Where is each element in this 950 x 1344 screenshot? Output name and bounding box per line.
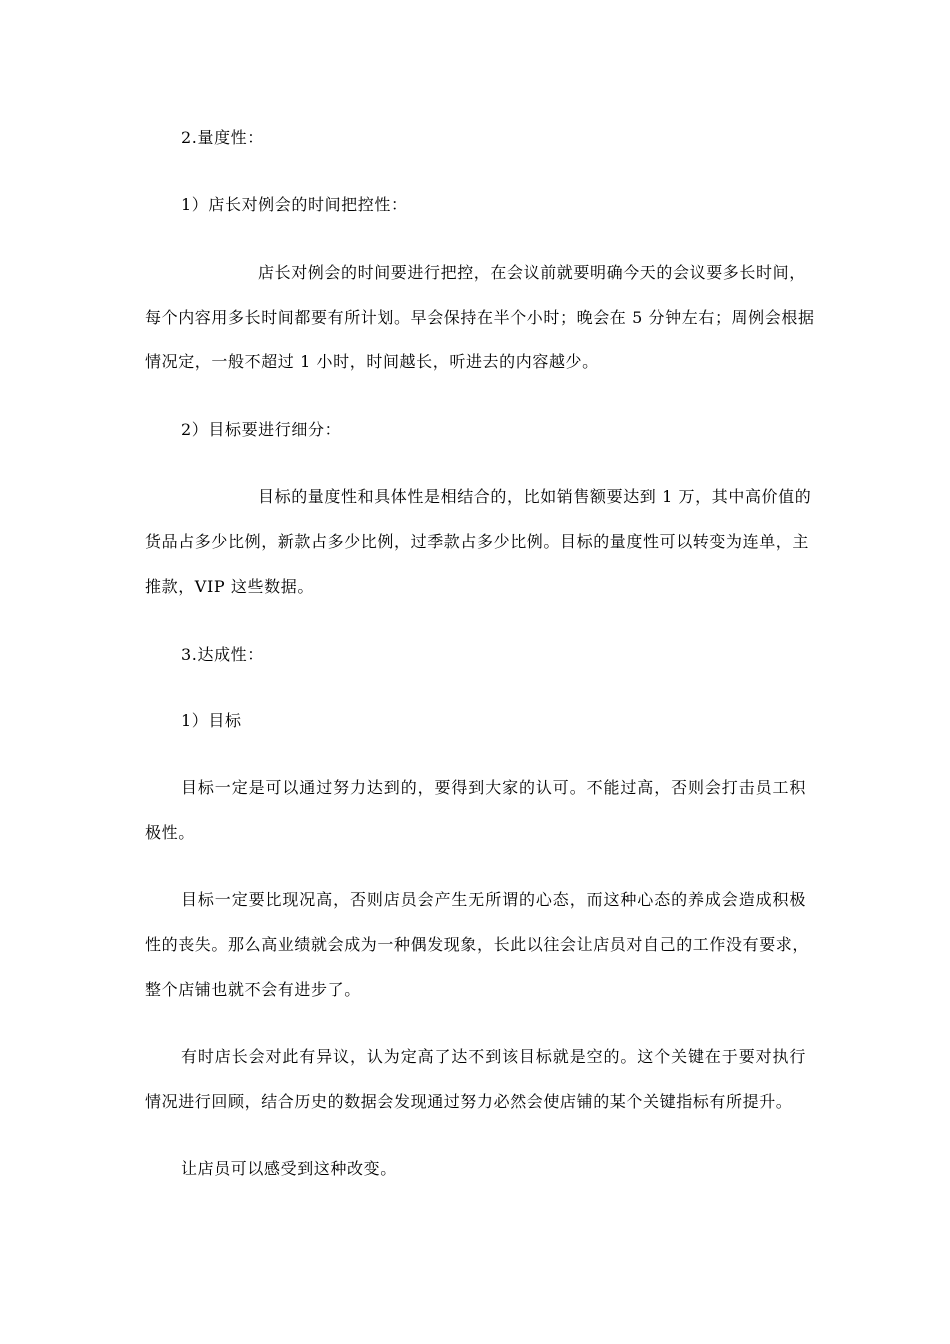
paragraph-line: 推款，VIP 这些数据。 — [145, 577, 314, 596]
subheading-target: 1）目标 — [181, 711, 242, 730]
paragraph-line: 情况定，一般不超过 1 小时，时间越长，听进去的内容越少。 — [145, 352, 599, 371]
paragraph-line: 目标的量度性和具体性是相结合的，比如销售额要达到 1 万，其中高价值的 — [258, 487, 812, 506]
paragraph-line: 有时店长会对此有异议，认为定高了达不到该目标就是空的。这个关键在于要对执行 — [181, 1047, 806, 1066]
paragraph-line: 目标一定是可以通过努力达到的，要得到大家的认可。不能过高，否则会打击员工积 — [181, 778, 806, 797]
paragraph-line: 整个店铺也就不会有进步了。 — [145, 980, 361, 999]
paragraph-line: 性的丧失。那么高业绩就会成为一种偶发现象，长此以往会让店员对自己的工作没有要求， — [145, 935, 810, 954]
section-heading-achievability: 3.达成性： — [181, 645, 264, 664]
paragraph-line: 每个内容用多长时间都要有所计划。早会保持在半个小时；晚会在 5 分钟左右；周例会根据 — [145, 308, 815, 327]
paragraph-line: 情况进行回顾，结合历史的数据会发现通过努力必然会使店铺的某个关键指标有所提升。 — [145, 1092, 793, 1111]
paragraph-line: 货品占多少比例，新款占多少比例，过季款占多少比例。目标的量度性可以转变为连单，主 — [145, 532, 810, 551]
paragraph-line: 极性。 — [145, 823, 195, 842]
paragraph-line: 目标一定要比现况高，否则店员会产生无所谓的心态，而这种心态的养成会造成积极 — [181, 890, 806, 909]
section-heading-measurability: 2.量度性： — [181, 128, 264, 147]
paragraph-line: 店长对例会的时间要进行把控，在会议前就要明确今天的会议要多长时间， — [258, 263, 806, 282]
subheading-target-breakdown: 2）目标要进行细分： — [181, 420, 342, 439]
paragraph-line: 让店员可以感受到这种改变。 — [181, 1159, 397, 1178]
subheading-meeting-time-control: 1）店长对例会的时间把控性： — [181, 195, 408, 214]
